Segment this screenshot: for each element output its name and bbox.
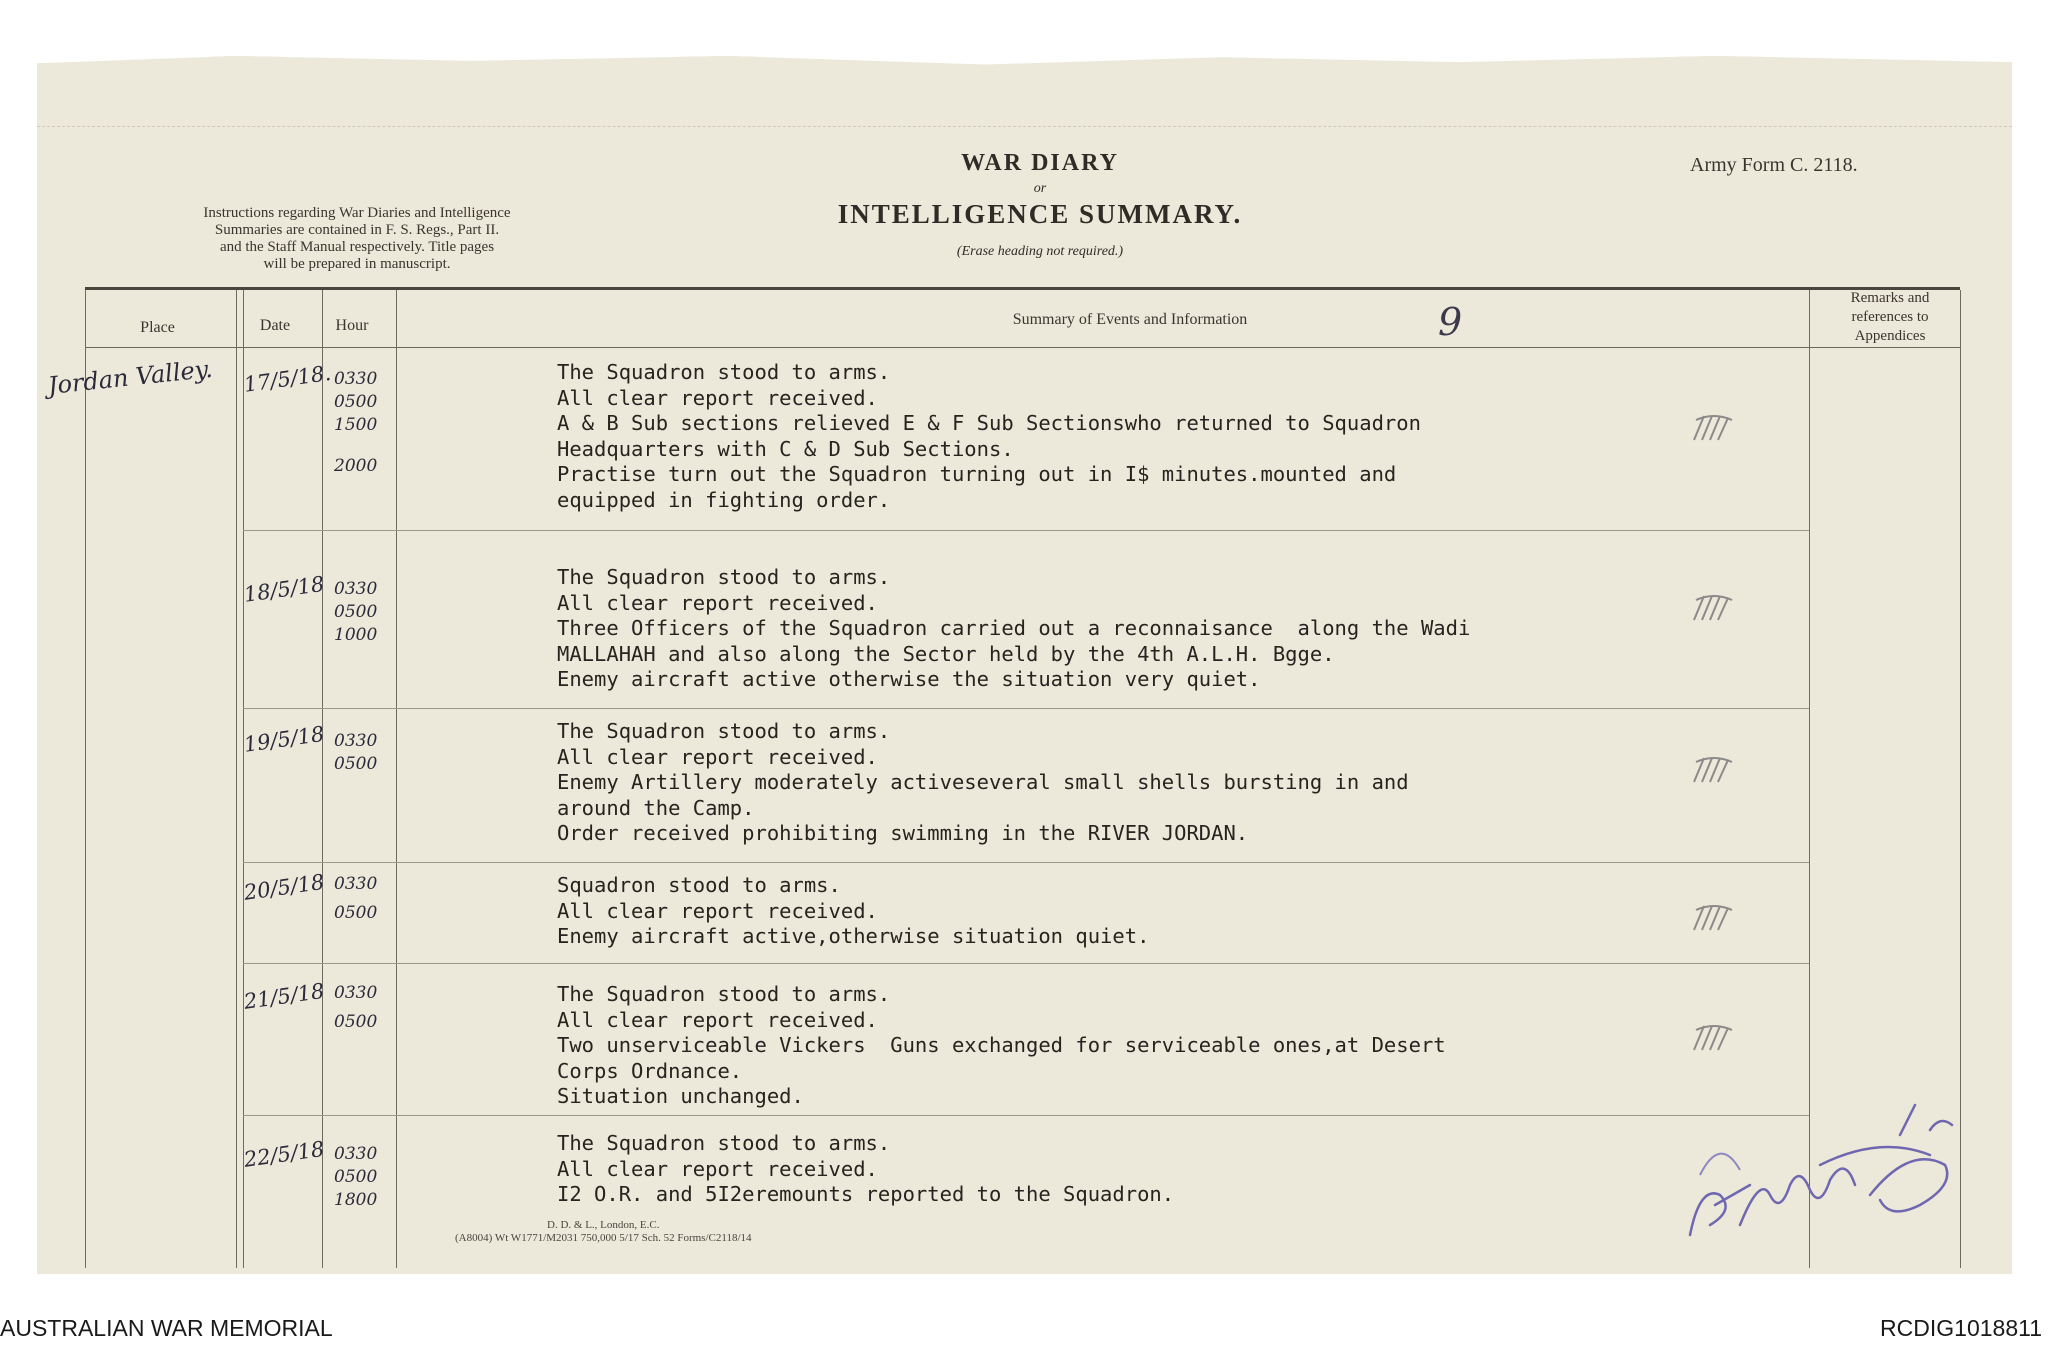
instructions-line: Instructions regarding War Diaries and Intelligence	[203, 205, 511, 221]
entry-hour: 2000	[334, 456, 378, 476]
column-header-date: Date	[259, 317, 291, 334]
form-title	[760, 150, 1320, 260]
printer-line: (A8004) Wt W1771/M2031 750,000 5/17 Sch. 52 Forms/C2118/14	[455, 1232, 752, 1244]
entry-date: 20/5/18	[242, 869, 326, 905]
column-divider	[236, 290, 237, 1268]
signature	[1680, 1075, 1970, 1245]
army-form-number: Army Form C. 2118.	[1690, 154, 1858, 176]
title-note: (Erase heading not required.)	[956, 244, 1124, 259]
entry-hour: 1000	[334, 625, 378, 645]
entry-hour: 0330	[334, 1144, 378, 1164]
archive-credit: AUSTRALIAN WAR MEMORIAL	[0, 1315, 333, 1341]
column-divider	[322, 290, 323, 1268]
column-divider	[85, 290, 86, 1268]
entry-hour: 0500	[334, 392, 378, 412]
entry-date: 18/5/18	[242, 571, 326, 607]
page-number: 9	[1438, 300, 1463, 344]
entry-date: 22/5/18	[242, 1136, 326, 1172]
initials-mark	[1690, 900, 1736, 934]
entry-hour: 0500	[334, 602, 378, 622]
instructions-note	[127, 205, 587, 273]
entry-hours	[334, 982, 378, 1032]
printer-line: D. D. & L., London, E.C.	[547, 1219, 660, 1231]
entry-hour: 1500	[334, 415, 378, 435]
entry-hours	[334, 578, 377, 647]
entry-hours	[334, 1143, 377, 1212]
entry-hour: 0500	[334, 903, 378, 923]
entry-hour: 0330	[334, 369, 378, 389]
column-header-place: Place	[140, 319, 175, 336]
initials-mark	[1690, 410, 1736, 444]
row-separator	[243, 708, 1809, 709]
entry-text: The Squadron stood to arms. All clear report received. I2 O.R. and 5I2eremounts reported to the Squadron.	[557, 1131, 1175, 1206]
column-header-summary: Summary of Events and Information	[1012, 311, 1248, 328]
entry-hour: 0500	[334, 1167, 378, 1187]
entry-hours	[334, 368, 378, 476]
printer-imprint	[455, 1219, 752, 1245]
entry-hour: 0330	[334, 874, 378, 894]
entry-text: The Squadron stood to arms. All clear report received. Enemy Artillery moderately activeseveral small shells bursting in and around the Camp. Order received prohibiting swimming in the RIVER JORDAN.	[557, 719, 1409, 845]
column-header-rule	[85, 347, 1960, 348]
entry-hour: 1800	[334, 1190, 378, 1210]
entry-date: 19/5/18	[242, 721, 326, 757]
entry-text: Squadron stood to arms. All clear report received. Enemy aircraft active,otherwise situation quiet.	[557, 873, 1150, 948]
perforation-line	[37, 126, 2012, 128]
column-divider	[243, 290, 244, 1268]
title-or: or	[1033, 181, 1047, 196]
row-separator	[243, 530, 1809, 531]
place-handwritten: Jordan Valley.	[46, 354, 214, 400]
initials-mark	[1690, 1020, 1736, 1054]
title-war-diary: WAR DIARY	[961, 150, 1119, 176]
instructions-line: and the Staff Manual respectively. Title pages	[219, 239, 495, 255]
entry-date: 17/5/18.	[242, 360, 333, 397]
initials-mark	[1690, 752, 1736, 786]
entry-hours	[334, 730, 377, 776]
row-separator	[243, 1115, 1809, 1116]
entry-text: The Squadron stood to arms. All clear report received. A & B Sub sections relieved E & F Sub Sectionswho returned to Squadron Headquarters with C & D Sub Sections. Practise turn out the Squadron turning out in I$ minutes.mounted and equipped in fighting order.	[557, 360, 1421, 512]
initials-mark	[1690, 590, 1736, 624]
instructions-line: Summaries are contained in F. S. Regs., Part II.	[214, 222, 500, 238]
header-rule	[85, 287, 1960, 290]
row-separator	[243, 862, 1809, 863]
entry-hour: 0330	[334, 579, 378, 599]
entry-hour: 0330	[334, 983, 378, 1003]
entry-hours	[334, 873, 378, 923]
row-separator	[243, 963, 1809, 964]
instructions-line: will be prepared in manuscript.	[263, 256, 451, 272]
column-header-hour: Hour	[335, 317, 369, 334]
entry-hour: 0500	[334, 754, 378, 774]
entry-text: The Squadron stood to arms. All clear report received. Two unserviceable Vickers Guns exchanged for serviceable ones,at Desert Corps Ordnance. Situation unchanged.	[557, 982, 1446, 1108]
title-intelligence-summary: INTELLIGENCE SUMMARY.	[837, 199, 1243, 229]
archive-id: RCDIG1018811	[1880, 1315, 2042, 1341]
entry-date: 21/5/18	[242, 978, 326, 1014]
entry-text: The Squadron stood to arms. All clear report received. Three Officers of the Squadron carried out a reconnaisance along the Wadi MALLAHAH and also along the Sector held by the 4th A.L.H. Bgge. Enemy aircraft active otherwise the situation very quiet.	[557, 565, 1471, 691]
column-header-remarks: Remarks and references to Appendices	[1850, 290, 1930, 344]
entry-hour: 0330	[334, 731, 378, 751]
column-divider	[396, 290, 397, 1268]
entry-hour: 0500	[334, 1012, 378, 1032]
